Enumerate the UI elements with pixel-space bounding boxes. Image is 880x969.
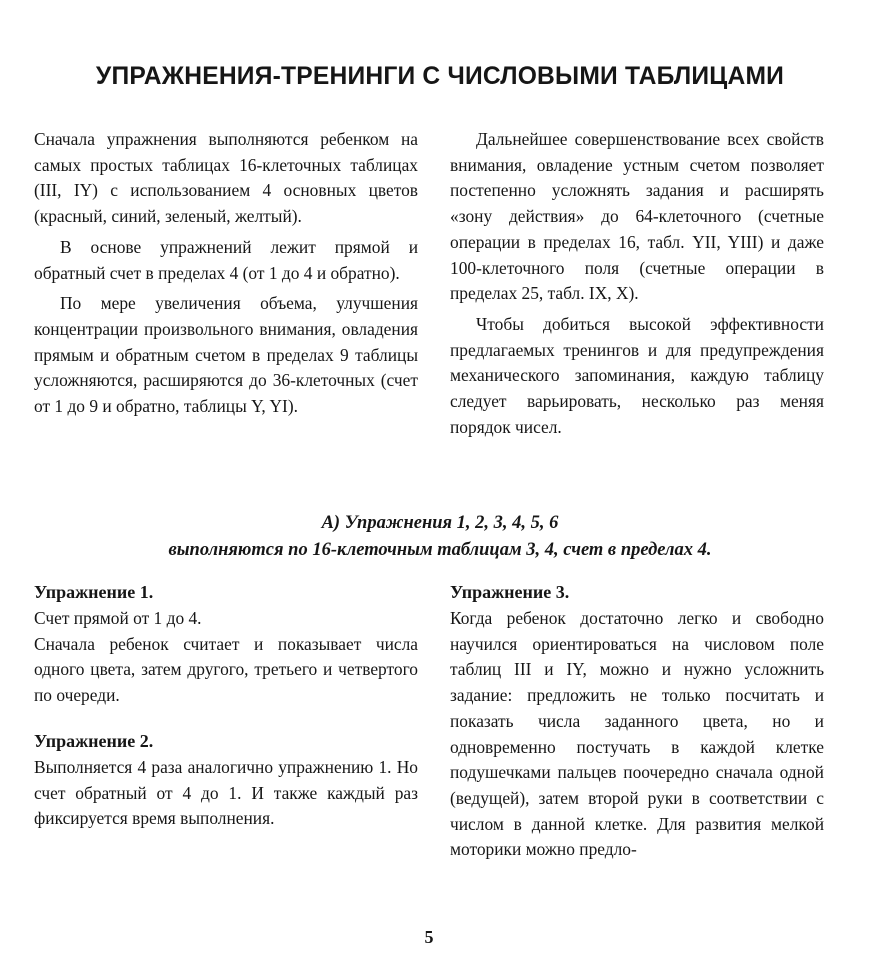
page-number: 5 xyxy=(424,927,434,947)
exercise-text: Выполняется 4 раза аналогично упражнению 1. Но счет обратный от 4 до 1. И также каждый раз фиксируется время выполнения. xyxy=(34,756,418,829)
exercise-3 xyxy=(450,579,824,863)
intro-right-column xyxy=(450,127,824,440)
exercise-text: Сначала ребенок считает и показывает числа одного цвета, затем другого, третьего и четвертого по очереди. xyxy=(34,633,418,706)
exercise-1 xyxy=(34,579,418,709)
intro-paragraph: Сначала упражнения выполняются ребенком на самых простых таблицах 16-клеточных таблицах (III, IY) с использованием 4 основных цветов (красный, синий, зеленый, желтый). xyxy=(34,129,418,227)
section-heading-line: выполняются по 16-клеточным таблицам 3, 4, счет в пределах 4. xyxy=(168,540,712,560)
intro-paragraph: В основе упражнений лежит прямой и обратный счет в пределах 4 (от 1 до 4 и обратно). xyxy=(34,236,418,283)
exercise-title: Упражнение 3. xyxy=(450,582,570,602)
exercises-left-column xyxy=(34,579,418,851)
section-heading-line: А) Упражнения 1, 2, 3, 4, 5, 6 xyxy=(321,513,559,533)
intro-paragraph: Дальнейшее совершенствование всех свойств внимания, овладение устным счетом позволяет постепенно усложнять задания и расширять «зону действия» до 64-клеточного (счетные операции в пределах 16, табл. YII, YIII) и даже 100-клеточного поля (счетные операции в пределах 25, табл. IX, X). xyxy=(450,129,824,304)
section-heading xyxy=(30,510,850,564)
exercise-2 xyxy=(34,728,418,832)
exercise-text: Когда ребенок достаточно легко и свободно научился ориентироваться на числовом поле таблиц III и IY, можно и нужно усложнить задание: предложить не только посчитать и показать числа заданного цвета, но и одновременно постучать в каждой клетке подушечками пальцев поочередно сначала одной (ведущей), затем второй руки в соответствии с числом в данной клетке. Для развития мелкой моторики можно предло- xyxy=(450,608,824,860)
exercise-text: Счет прямой от 1 до 4. xyxy=(34,608,202,628)
exercise-title: Упражнение 1. xyxy=(34,582,154,602)
intro-paragraph: Чтобы добиться высокой эффективности предлагаемых тренингов и для предупреждения механического запоминания, каждую таблицу следует варьировать, несколько раз меняя порядок чисел. xyxy=(450,313,824,437)
exercise-title: Упражнение 2. xyxy=(34,730,154,751)
exercises-right-column xyxy=(450,579,824,882)
page-title: УПРАЖНЕНИЯ-ТРЕНИНГИ С ЧИСЛОВЫМИ ТАБЛИЦАМИ xyxy=(95,62,785,90)
intro-left-column xyxy=(34,127,418,420)
intro-paragraph: По мере увеличения объема, улучшения концентрации произвольного внимания, овладения прямым и обратным счетом в пределах 9 таблицы усложняются, расширяются до 36-клеточных (счет от 1 до 9 и обратно, таблицы Y, YI). xyxy=(34,293,418,417)
